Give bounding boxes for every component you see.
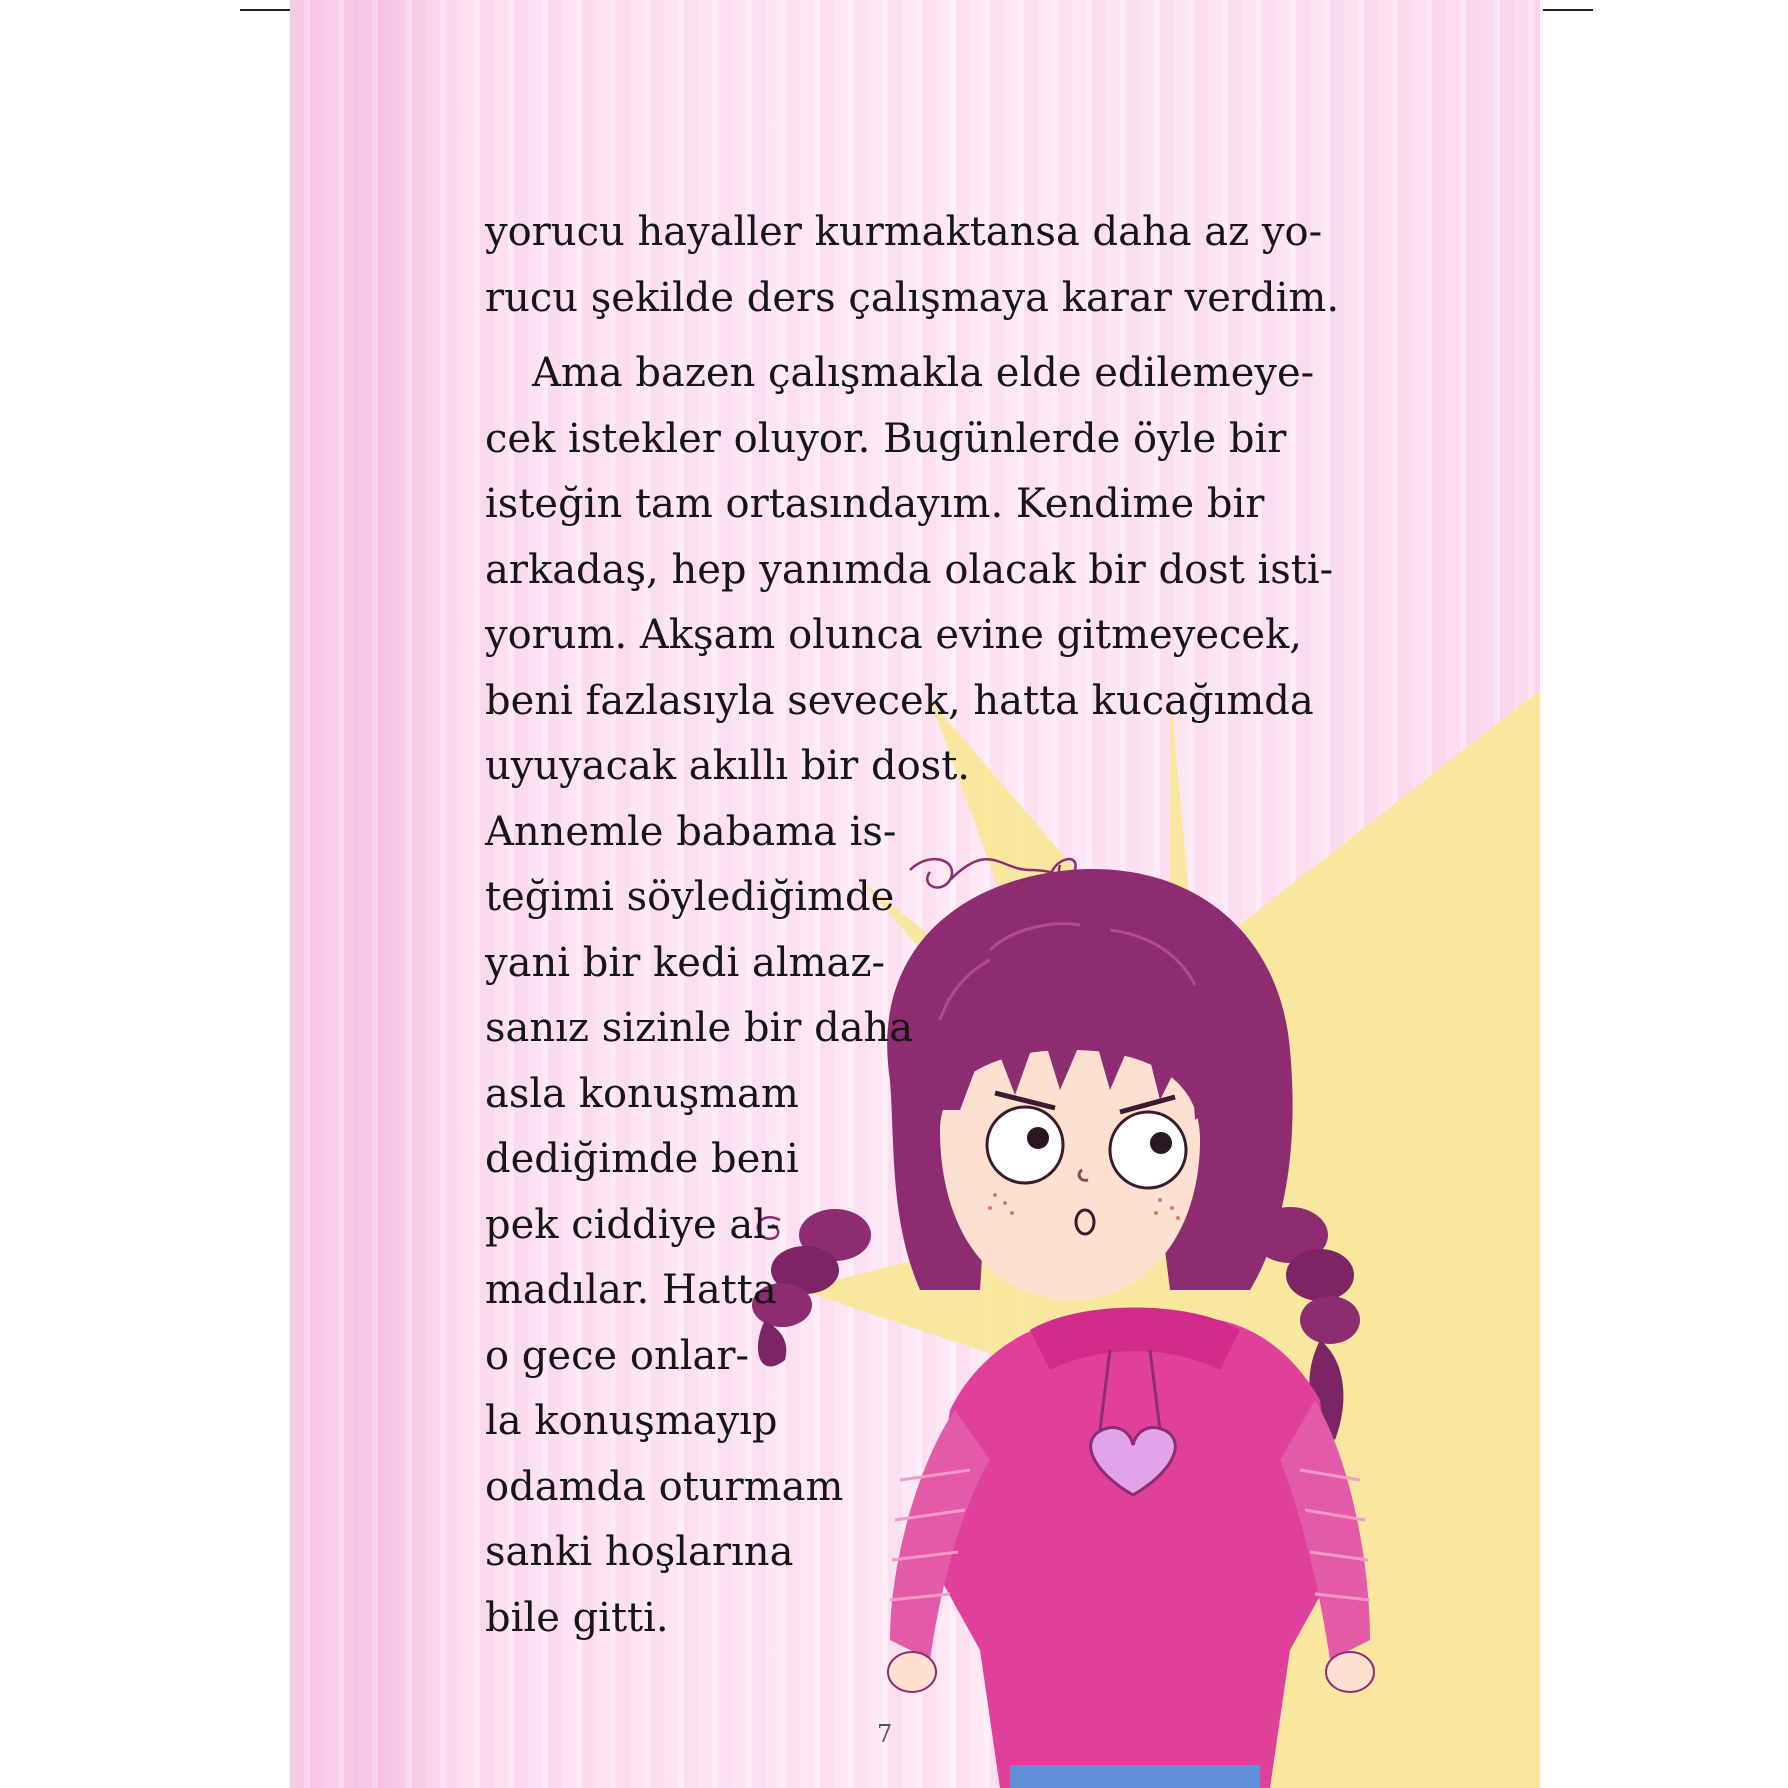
text-line: la konuşmayıp bbox=[485, 1398, 778, 1444]
text-line: asla konuşmam bbox=[485, 1070, 799, 1117]
crop-mark-right bbox=[1543, 9, 1593, 11]
text-line: bile gitti. bbox=[485, 1594, 669, 1641]
text-line: odamda oturmam bbox=[485, 1463, 844, 1510]
text-line: sanız sizinle bir daha bbox=[485, 1005, 914, 1051]
text-line: arkadaş, hep yanımda olacak bir dost isti- bbox=[485, 546, 1334, 593]
text-line: sanki hoşlarına bbox=[485, 1529, 794, 1575]
text-line: yani bir kedi almaz- bbox=[485, 939, 885, 986]
page-number: 7 bbox=[877, 1720, 893, 1748]
text-line: madılar. Hatta bbox=[485, 1267, 777, 1313]
text-line: teğimi söylediğimde bbox=[485, 874, 895, 920]
crop-mark-left bbox=[240, 9, 290, 11]
text-line: beni fazlasıyla sevecek, hatta kucağımda bbox=[485, 677, 1314, 724]
text-line: pek ciddiye al- bbox=[485, 1201, 780, 1248]
text-line: yorucu hayaller kurmaktansa daha az yo- bbox=[485, 209, 1323, 255]
text-line: Annemle babama is- bbox=[485, 808, 897, 855]
text-line: Ama bazen çalışmakla elde edilemeye- bbox=[532, 350, 1315, 396]
text-line: yorum. Akşam olunca evine gitmeyecek, bbox=[485, 612, 1303, 658]
book-page bbox=[290, 0, 1540, 1788]
text-line: uyuyacak akıllı bir dost. bbox=[485, 743, 970, 789]
story-text bbox=[485, 200, 1340, 1651]
text-line: o gece onlar- bbox=[485, 1332, 749, 1379]
text-line: cek istekler oluyor. Bugünlerde öyle bir bbox=[485, 415, 1287, 462]
text-line: rucu şekilde ders çalışmaya karar verdim. bbox=[485, 274, 1340, 321]
text-line: dediğimde beni bbox=[485, 1136, 799, 1182]
text-line: isteğin tam ortasındayım. Kendime bir bbox=[485, 481, 1265, 527]
